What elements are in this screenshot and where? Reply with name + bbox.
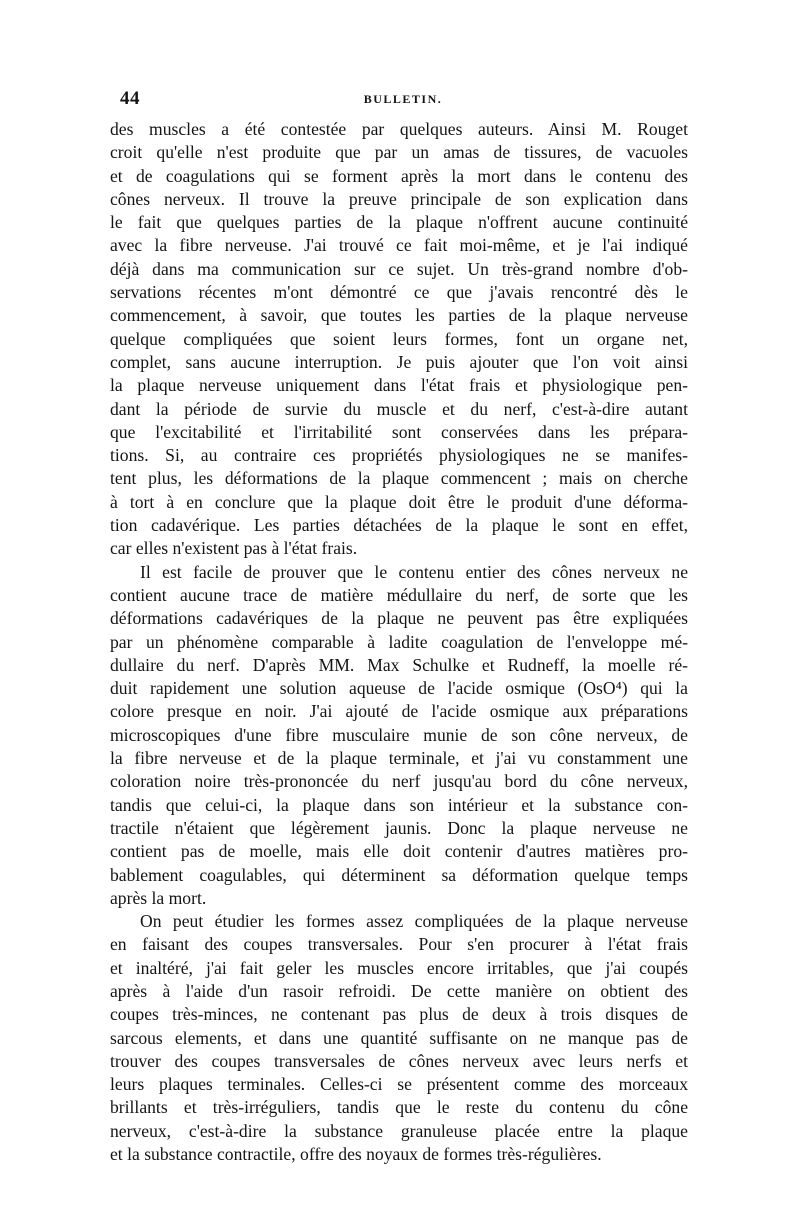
text-line: dant la période de survie du muscle et du nerf, c'est-à-dire autant [110, 398, 688, 419]
text-line: le fait que quelques parties de la plaque n'offrent aucune continuité [110, 212, 688, 233]
text-line: contient pas de moelle, mais elle doit contenir d'autres matières pro- [110, 841, 688, 862]
text-line: tions. Si, au contraire ces propriétés physiologiques ne se manifes- [110, 445, 688, 466]
text-line: contient aucune trace de matière médullaire du nerf, de sorte que les [110, 584, 688, 605]
text-line: coupes très-minces, ne contenant pas plus de deux à trois disques de [110, 1004, 688, 1025]
text-line: la plaque nerveuse uniquement dans l'état frais et physiologique pen- [110, 375, 688, 396]
text-line: commencement, à savoir, que toutes les parties de la plaque nerveuse [110, 305, 688, 326]
text-line: nerveux, c'est-à-dire la substance granuleuse placée entre la plaque [110, 1120, 688, 1141]
paragraph [110, 561, 688, 910]
body-text [110, 118, 688, 1166]
text-line: complet, sans aucune interruption. Je puis ajouter que l'on voit ainsi [110, 351, 688, 372]
text-line: car elles n'existent pas à l'état frais. [110, 538, 358, 559]
text-line: tent plus, les déformations de la plaque commencent ; mais on cherche [110, 468, 688, 489]
page-number: 44 [120, 88, 140, 109]
text-line: dullaire du nerf. D'après MM. Max Schulke et Rudneff, la moelle ré- [110, 654, 688, 675]
text-line: trouver des coupes transversales de cônes nerveux avec leurs nerfs et [110, 1050, 688, 1071]
page-header [118, 88, 688, 110]
text-line: et de coagulations qui se forment après la mort dans le contenu des [110, 165, 688, 186]
text-line: et inaltéré, j'ai fait geler les muscles encore irritables, que j'ai coupés [110, 957, 688, 978]
text-line: déjà dans ma communication sur ce sujet. Un très-grand nombre d'ob- [110, 258, 688, 279]
paragraph [110, 910, 688, 1166]
text-line: après à l'aide d'un rasoir refroidi. De cette manière on obtient des [110, 980, 688, 1001]
text-line: par un phénomène comparable à ladite coagulation de l'enveloppe mé- [110, 631, 688, 652]
text-line: tractile n'étaient que légèrement jaunis. Donc la plaque nerveuse ne [110, 817, 688, 838]
text-line: après la mort. [110, 887, 207, 908]
text-line: tion cadavérique. Les parties détachées de la plaque le sont en effet, [110, 515, 688, 536]
running-title: BULLETIN. [363, 92, 443, 106]
text-line: coloration noire très-prononcée du nerf jusqu'au bord du cône nerveux, [110, 771, 688, 792]
text-line: Il est facile de prouver que le contenu entier des cônes nerveux ne [140, 561, 688, 582]
text-line: brillants et très-irréguliers, tandis que le reste du contenu du cône [110, 1097, 688, 1118]
text-line: duit rapidement une solution aqueuse de l'acide osmique (OsO⁴) qui la [110, 678, 688, 699]
text-line: croit qu'elle n'est produite que par un amas de tissures, de vacuoles [110, 142, 688, 163]
text-line: en faisant des coupes transversales. Pour s'en procurer à l'état frais [110, 934, 688, 955]
text-line: et la substance contractile, offre des noyaux de formes très-régulières. [110, 1144, 602, 1165]
text-line: servations récentes m'ont démontré ce que j'avais rencontré dès le [110, 282, 688, 303]
text-line: à tort à en conclure que la plaque doit être le produit d'une déforma- [110, 491, 688, 512]
text-line: sarcous elements, et dans une quantité suffisante on ne manque pas de [110, 1027, 688, 1048]
text-line: des muscles a été contestée par quelques auteurs. Ainsi M. Rouget [110, 119, 688, 139]
text-line: cônes nerveux. Il trouve la preuve principale de son explication dans [110, 188, 688, 209]
text-line: quelque compliquées que soient leurs formes, font un organe net, [110, 328, 688, 349]
text-line: On peut étudier les formes assez compliquées de la plaque nerveuse [140, 911, 688, 932]
text-line: que l'excitabilité et l'irritabilité sont conservées dans les prépara- [110, 421, 688, 442]
text-line: tandis que celui-ci, la plaque dans son intérieur et la substance con- [110, 794, 688, 815]
text-line: leurs plaques terminales. Celles-ci se présentent comme des morceaux [110, 1074, 688, 1095]
text-line: colore presque en noir. J'ai ajouté de l'acide osmique aux préparations [110, 701, 688, 722]
text-line: la fibre nerveuse et de la plaque terminale, et j'ai vu constamment une [110, 748, 688, 769]
paragraph [110, 118, 688, 561]
text-line: microscopiques d'une fibre musculaire munie de son cône nerveux, de [110, 724, 688, 745]
text-line: déformations cadavériques de la plaque ne peuvent pas être expliquées [110, 608, 688, 629]
text-line: bablement coagulables, qui déterminent sa déformation quelque temps [110, 864, 688, 885]
text-line: avec la fibre nerveuse. J'ai trouvé ce fait moi-même, et je l'ai indiqué [110, 235, 688, 256]
